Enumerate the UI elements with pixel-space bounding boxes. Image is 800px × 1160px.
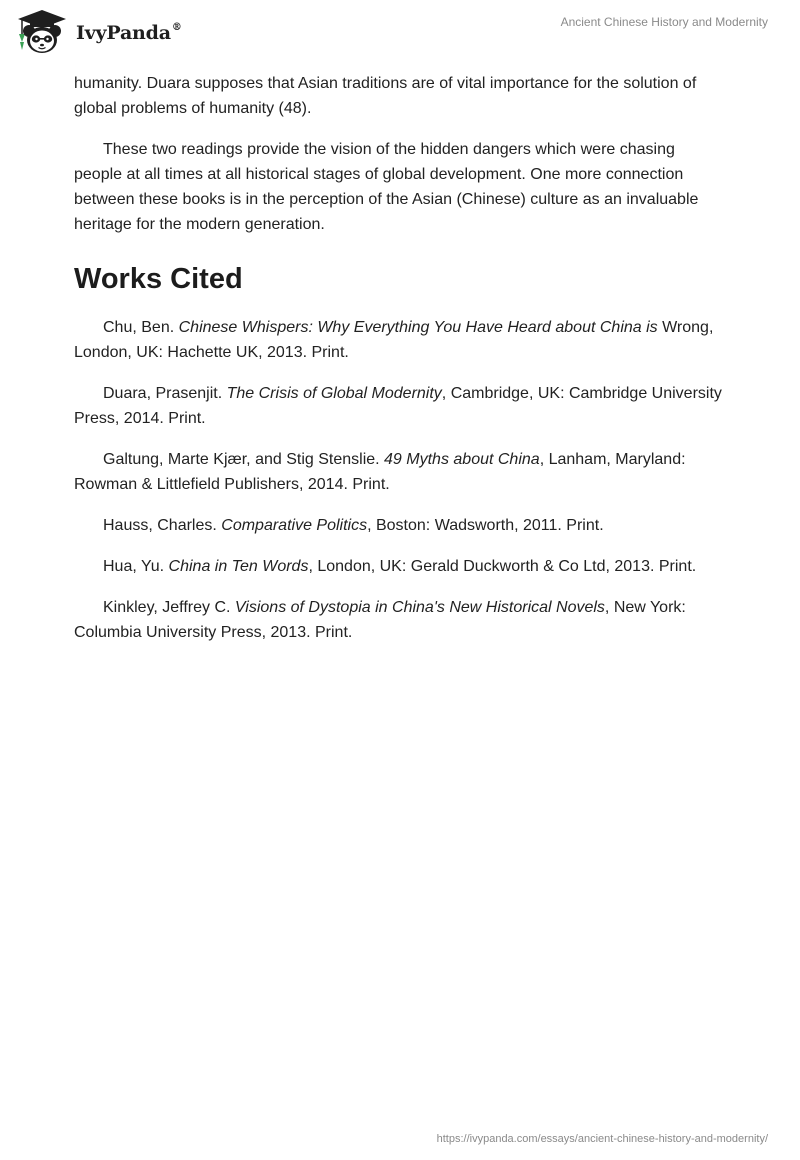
reference-item: Galtung, Marte Kjær, and Stig Stenslie. 49 Myths about China, Lanham, Maryland: Rowman & Littlefield Publishers, 2014. Print. bbox=[74, 451, 686, 493]
panda-graduate-icon bbox=[14, 8, 70, 56]
works-cited-heading: Works Cited bbox=[74, 263, 243, 295]
reference-item: Kinkley, Jeffrey C. Visions of Dystopia in China's New Historical Novels, New York: Columbia University Press, 2013. Print. bbox=[74, 599, 686, 641]
reference-item: Duara, Prasenjit. The Crisis of Global Modernity, Cambridge, UK: Cambridge University Press, 2014. Print. bbox=[74, 385, 722, 427]
document-title: Ancient Chinese History and Modernity bbox=[560, 15, 768, 29]
ivypanda-logo[interactable] bbox=[14, 8, 182, 56]
body-paragraph: These two readings provide the vision of the hidden dangers which were chasing people at all times at all historical stages of global development. One more connection between these books is in the perception of the Asian (Chinese) culture as an invaluable heritage for the modern generation. bbox=[74, 141, 699, 233]
source-url[interactable]: https://ivypanda.com/essays/ancient-chinese-history-and-modernity/ bbox=[436, 1133, 768, 1145]
reference-list bbox=[74, 315, 722, 645]
page-header bbox=[0, 0, 800, 62]
reference-item: Hua, Yu. China in Ten Words, London, UK: Gerald Duckworth & Co Ltd, 2013. Print. bbox=[103, 558, 697, 575]
essay-content bbox=[74, 71, 722, 661]
reference-item: Hauss, Charles. Comparative Politics, Boston: Wadsworth, 2011. Print. bbox=[103, 517, 604, 534]
reference-item: Chu, Ben. Chinese Whispers: Why Everything You Have Heard about China is Wrong, London, UK: Hachette UK, 2013. Print. bbox=[74, 319, 714, 361]
brand-name: IvyPanda® bbox=[76, 22, 182, 44]
body-paragraph: humanity. Duara supposes that Asian traditions are of vital importance for the solution of global problems of humanity (48). bbox=[74, 75, 697, 117]
